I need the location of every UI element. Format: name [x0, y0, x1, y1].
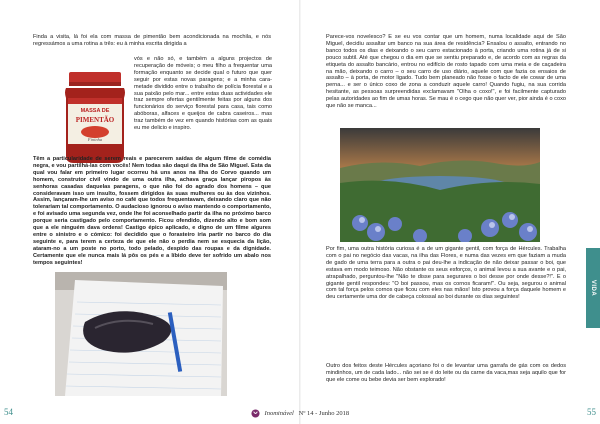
landscape-photo: [340, 128, 540, 242]
pepper-paste-jar-image: [60, 70, 130, 166]
paragraph-beside-jar: vós e não só, e também a alguns projectos de recuperação de móveis; o meu filho a frequentar uma formação enquanto se decide qual o futuro que quer seguir por estas novas paragens; e a minha cara-metade dividido entre o trabalho de polícia florestal e a sua paixão pelo mar... entre estas duas actividades ele traz sempre ofertas gentilmente feitas por alguns dos funcionários do serviço florestal para casa, tais como abóboras, alfaces e queijos de cabra caseiros... mas traz também de vez em quando histórias com as quais eu me delicio e inspiro.: [134, 56, 272, 132]
jar-label-brand: Fininha: [87, 137, 103, 142]
issue-info: Nº 14 - Junho 2018: [298, 409, 350, 417]
gas-bottle-paragraph: Outro dos feitos deste Hércules açoriano foi o de levantar uma garrafa de gás com os dedos mindinhos, um de cada lado... não sei se é do leite ou da carne da vaca,mas seja aquilo que for que ele come ou bebe devia ser bem explorado!: [326, 363, 566, 383]
page-number-left: 54: [4, 407, 13, 417]
section-tab-vida: VIDA: [586, 248, 600, 328]
corvo-story-paragraph: Têm a particularidade de serem reais e parecerem saídas de algum filme de comédia negra, e vou partilhá-las com vocês! Nem todas são daqui da ilha de São Miguel. Esta da qual vou falar em primeiro lugar ocorreu há uns anos na ilha do Corvo quando um homem, construtor civil vindo de uma outra ilha, achava graça lançar piropos às senhoras casadas daquelas paragens, o que não foi do agrado dos homens – que consideravam isso um insulto, fossem dirigidos às suas mulheres ou às dos vizinhos. Assim, lançaram-lhe um aviso no café que todos frequentavam, deixando claro que não tolerariam tal comportamento. O audacioso ignorou o aviso mantendo o comportamento, e foi avisado uma segunda vez, onde lhe foi aconselhado partir da ilha no próximo barco porque seria castigado pelo comportamento. Ficou ofendido, dizendo alto e bom som que a ele ninguém dava ordens! Castigo épico aplicado, e digno de um filme algures entre o sinistro e o cómico: foi decidido que o forasteiro iria partir no barco do dia seguinte e, para terem a certeza de que ele não o perdia nem se esquecia da lição, ataram-no a um poste no porto, todo pelado, despido das roupas e da dignidade. Certamente que ele nunca mais lá pôs os pés e a líbido deve ter sofrido um abalo nos tempos seguintes!: [33, 156, 271, 266]
bank-robbery-paragraph: Parece-vos novelesco? E se eu vos contar que um homem, numa localidade aqui de São Miguel, decidiu assaltar um banco na sua área de residência? Ensalou o assalto, entrando no banco todos os dias e deixando o seu carro estacionado à porta, criando uma rotina já de si pouco subtil. Até que chegou o dia em que se sentiu preparado e, de acordo com as regras da etiqueta do assalto bancário, entrou no edifício de rosto tapado com uma meia e de caçadeira na mão, deixando o carro – o seu carro de uso diário, aquele com que fazia os ensaios de assalto – à porta, de motor ligado. Tudo bem planeado não fosse o facto de ele cowar de uma perna... e ser o único coxo de zona a conduzir aquele carro! Quando fugiu, na sua corrida hesitante, as pessoas surpreendidas exclamavam "Olha o coxo!", e foi facilmente capturado pelas autoridades ao fim de umas horas. Se mau é o cego que não quer ver, pior ainda é o coxo que não se manca...: [326, 34, 566, 110]
jar-label-main: PIMENTÃO: [75, 116, 115, 124]
magazine-logo-icon: [251, 409, 260, 418]
magazine-name: Inominável: [264, 409, 294, 417]
gentle-giant-paragraph: Por fim, uma outra história curiosa é a de um gigante gentil, com força de Hércules. Trabalha com o pai no negócio das vacas, na ilha das Flores, e numa das vezes em que faziam a muda de gado de uma terra para a outra o pai deu-lhe a indicação de não deixar passar o boi, que estava em modo teimoso. Não obstante os seus esforços, o animal levou a sua avante e o pai, atrapalhado, perguntou-lhe "Não te disse para segurares o boi desse por onde desse?!". E o gigante gentil respondeu: "O boi passou, mas os cornos ficaram!". Ou seja, segurou o animal com tal força pelos cornos que ficou com eles nas mãos! Isto provou a força daquele homem e deu certamente uma dor de cabeça colossal ao boi durante os dias seguintes!: [326, 246, 566, 301]
notebook-photo: [55, 272, 227, 396]
page-number-right: 55: [587, 407, 596, 417]
magazine-footer: [0, 409, 600, 418]
right-page: [300, 0, 600, 424]
jar-label-top: MASSA DE: [80, 108, 110, 114]
intro-paragraph: Finda a visita, lá foi ela com massa de pimentão bem acondicionada na mochila, e nós regressámos a uma rotina a três: eu à minha escrita dirigida a: [33, 34, 271, 47]
